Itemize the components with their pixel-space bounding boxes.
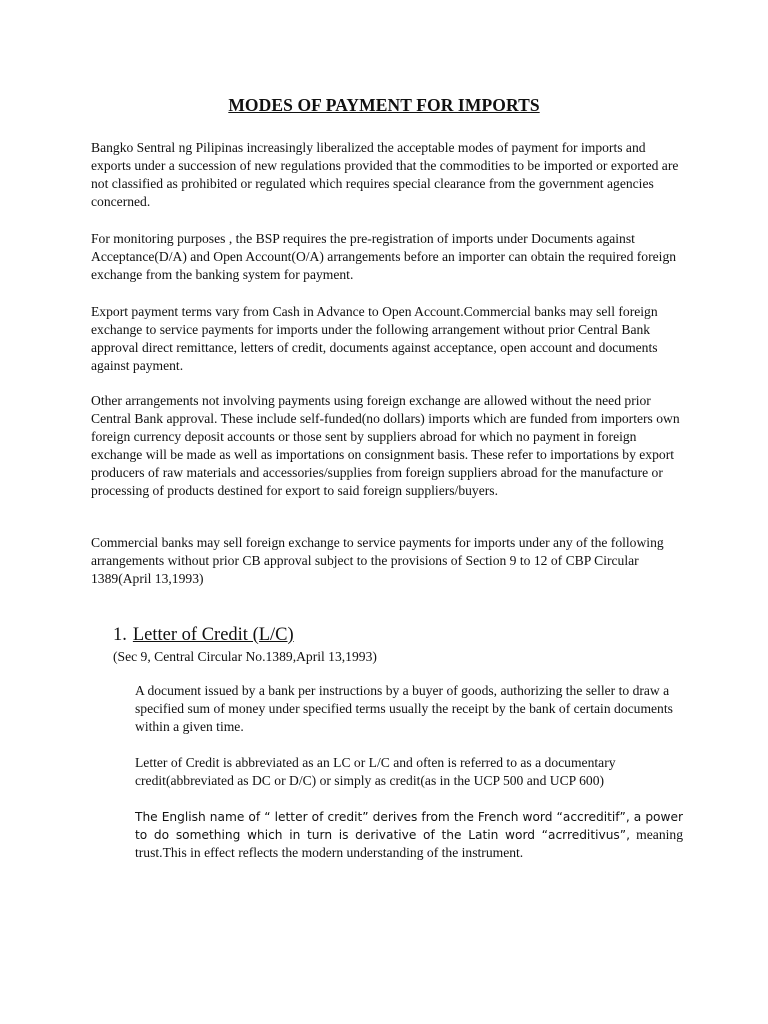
lc-etymology-part1: The English name of “ letter of credit” derives from the French word “accreditif”, a power to do something which in turn is derivative of the Latin word “acrreditivus”, xyxy=(135,810,683,842)
section-number: 1. xyxy=(113,625,127,645)
paragraph-other-arrangements: Other arrangements not involving payments using foreign exchange are allowed without the need prior Central Bank approval. These include self-funded(no dollars) imports which are funded from importers own foreign currency deposit accounts or those sent by suppliers abroad for which no payment in foreign exchange will be made as well as importations on consignment basis. These refer to importations by export producers of raw materials and accessories/supplies from foreign suppliers abroad for the manufacture or processing of products destined for export to said foreign suppliers/buyers. xyxy=(91,393,680,498)
lc-definition-paragraph: A document issued by a bank per instructions by a buyer of goods, authorizing the seller to draw a specified sum of money under specified terms usually the receipt by the bank of certain documents within a given time. xyxy=(135,683,673,734)
section-heading-text: Letter of Credit (L/C) xyxy=(132,625,294,645)
section-reference: (Sec 9, Central Circular No.1389,April 13,1993) xyxy=(113,649,377,664)
lc-abbreviation-paragraph: Letter of Credit is abbreviated as an LC or L/C and often is referred to as a documentary credit(abbreviated as DC or D/C) or simply as credit(as in the UCP 500 and UCP 600) xyxy=(135,755,616,788)
paragraph-bsp-liberalization: Bangko Sentral ng Pilipinas increasingly liberalized the acceptable modes of payment for imports and exports under a succession of new regulations provided that the commodities to be imported or exported are not classified as prohibited or regulated which requires special clearance from the government agencies concerned. xyxy=(91,140,679,209)
paragraph-commercial-banks: Commercial banks may sell foreign exchange to service payments for imports under any of the following arrangements without prior CB approval subject to the provisions of Section 9 to 12 of CBP Circular 1389(April 13,1993) xyxy=(91,535,664,586)
page-title: MODES OF PAYMENT FOR IMPORTS xyxy=(228,95,540,115)
paragraph-export-terms: Export payment terms vary from Cash in Advance to Open Account.Commercial banks may sell foreign exchange to service payments for imports under the following arrangement without prior Central Bank approval direct remittance, letters of credit, documents against acceptance, open account and documents against payment. xyxy=(91,304,658,373)
lc-etymology-part2: meaning trust.This in effect reflects the modern understanding of the instrument. xyxy=(135,827,683,860)
lc-etymology-paragraph xyxy=(135,808,683,862)
paragraph-monitoring: For monitoring purposes , the BSP requires the pre-registration of imports under Documents against Acceptance(D/A) and Open Account(O/A) arrangements before an importer can obtain the required foreign exchange from the banking system for payment. xyxy=(91,231,677,282)
section-heading-letter-of-credit xyxy=(113,623,294,647)
